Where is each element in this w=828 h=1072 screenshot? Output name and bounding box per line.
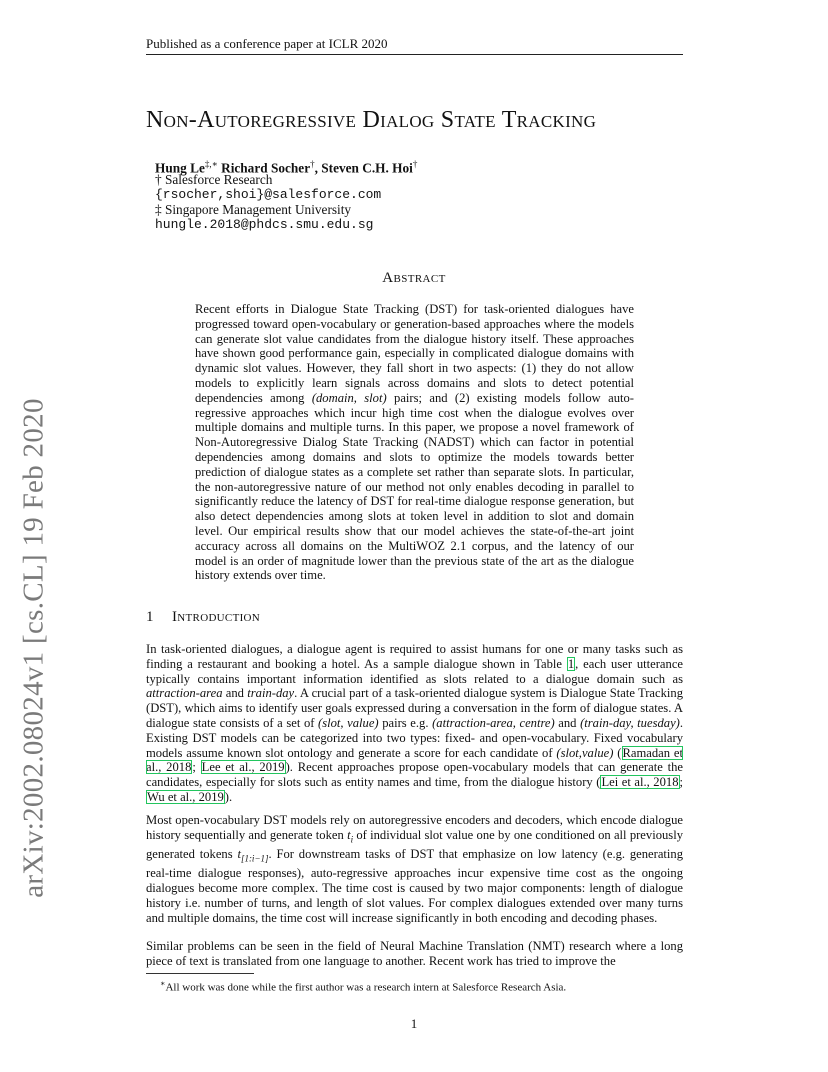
author-3: , Steven C.H. Hoi	[314, 160, 413, 176]
abstract-text-2: pairs; and (2) existing models follow auto-regressive approaches which incur high time cost when the dialogue evolves over multiple domains and multiple turns. In this paper, we propose a novel framework of Non-Autoregressive Dialog State Tracking (NADST) which can factor in potential dependencies among domains and slots to optimize the models towards better prediction of dialogue states as a complete set rather than separate slots. In particular, the non-autoregressive nature of our method not only enables decoding in parallel to significantly reduce the latency of DST for real-time dialogue response generation, but also detect dependencies among slots at token level in addition to slot and domain level. Our empirical results show that our model achieves the state-of-the-art joint accuracy across all domains on the MultiWOZ 2.1 corpus, and the latency of our model is an order of magnitude lower than the previous state of the art as the dialogue history extends over time.	[195, 390, 634, 583]
author-1-marks: ‡,∗	[204, 159, 218, 169]
p1-emphasis: (attraction-area, centre)	[432, 715, 555, 730]
page-number: 1	[410, 1016, 418, 1031]
email-1: {rsocher,shoi}@salesforce.com	[155, 187, 382, 202]
section-number: 1	[146, 609, 154, 625]
p1-text: ;	[192, 760, 201, 775]
affiliation-2: ‡ Singapore Management University	[155, 202, 352, 217]
p1-text: . Existing DST models can be categorized into two types: fixed- and open-vocabulary. Fixed vocabulary models assume known slot ontology and generate a score for each candidate of	[146, 715, 684, 760]
paper-title: Non-Autoregressive Dialog State Tracking	[146, 107, 597, 133]
author-1: Hung Le	[155, 160, 205, 176]
abstract-text-1: Recent efforts in Dialogue State Tracking (DST) for task-oriented dialogues have progressed toward open-vocabulary or generation-based approaches where the models can generate slot value candidates from the dialogue history itself. These approaches have shown good performance gain, especially in complicated dialogue domains with dynamic slot values. However, they fall short in two aspects: (1) they do not allow models to explicitly learn signals across domains and slots to detect potential dependencies among	[195, 302, 634, 405]
p1-emphasis: train-day	[247, 686, 295, 701]
p1-emphasis: (slot,value)	[556, 745, 614, 760]
math-token: t	[347, 827, 351, 842]
footnote	[160, 977, 680, 995]
p1-text	[613, 746, 617, 760]
abstract-emphasis: (domain, slot)	[311, 390, 387, 405]
citation-link[interactable]: Wu et al., 2019	[147, 789, 224, 804]
author-block	[155, 157, 675, 232]
intro-paragraph-3: Similar problems can be seen in the field of Neural Machine Translation (NMT) research where a long piece of text is translated from one language to another. Recent work has tried to improve the	[146, 939, 683, 968]
p1-text: In task-oriented dialogues, a dialogue agent is required to assist humans for one or many tasks such as finding a restaurant and booking a hotel. As a sample dialogue shown in Table	[146, 642, 683, 671]
email-2: hungle.2018@phdcs.smu.edu.sg	[155, 217, 374, 232]
running-header: Published as a conference paper at ICLR 2020	[146, 36, 388, 51]
math-token: t	[237, 847, 241, 862]
math-subscript: [1:i−1]	[240, 853, 269, 864]
p1-text: , each user utterance typically contains important information identified as slots related to a dialogue domain such as	[146, 656, 683, 686]
p1-text: pairs e.g.	[378, 715, 433, 730]
table-ref-link[interactable]: 1	[567, 656, 575, 671]
footnote-text: All work was done while the first author was a research intern at Salesforce Research Asia.	[165, 981, 567, 994]
author-2-mark: †	[310, 159, 315, 169]
intro-paragraph-2	[146, 813, 683, 926]
abstract-body	[195, 302, 634, 583]
arxiv-stamp-text: arXiv:2002.08024v1 [cs.CL] 19 Feb 2020	[17, 398, 50, 898]
p2-text: of individual slot value one by one conditioned on all previously generated tokens	[146, 827, 683, 862]
citation-link[interactable]: Lee et al., 2019	[201, 760, 285, 775]
citation-link[interactable]: Lei et al., 2018	[601, 775, 679, 790]
footnote-rule	[146, 973, 254, 974]
p1-text: ). Recent approaches propose open-vocabulary models that can generate the candidates, especially for slots such as entity names and time, from the dialogue history (	[146, 760, 683, 790]
p1-text: ;	[679, 775, 683, 790]
p1-emphasis: attraction-area	[146, 686, 223, 701]
p1-text: ).	[224, 789, 233, 804]
p1-emphasis: (train-day, tuesday)	[580, 715, 680, 730]
p1-text: and	[222, 686, 248, 701]
author-names	[155, 157, 675, 176]
affiliation-1: † Salesforce Research	[155, 172, 273, 187]
intro-paragraph-1: In task-oriented dialogues, a dialogue agent is required to assist humans for one or many tasks such as finding a restaurant and booking a hotel. As a sample dialogue shown in Table 1, each user utterance typically contains important information identified as slots related to a dialogue domain such as attraction-area and train-day. A crucial part of a task-oriented dialogue system is Dialogue State Tracking (DST), which aims to identify user goals expressed during a conversation in the form of dialogue states. A dialogue state consists of a set of (slot, value) pairs e.g. (attraction-area, centre) and (train-day, tuesday). Existing DST models can be categorized into two types: fixed- and open-vocabulary. Fixed vocabulary models assume known slot ontology and generate a score for each candidate of (slot,value) (Ramadan et al., 2018; Lee et al., 2019). Recent approaches propose open-vocabulary models that can generate the candidates, especially for slots such as entity names and time, from the dialogue history (Lei et al., 2018; Wu et al., 2019).	[146, 642, 684, 804]
author-2: Richard Socher	[217, 160, 311, 176]
abstract-heading: Abstract	[382, 270, 446, 286]
footnote-mark: ∗	[160, 979, 166, 988]
p2-text: Most open-vocabulary DST models rely on autoregressive encoders and decoders, which encode dialogue history sequentially and generate token	[146, 813, 683, 842]
p1-emphasis: (slot, value)	[318, 715, 379, 730]
author-3-mark: †	[412, 159, 418, 169]
p1-text: . A crucial part of a task-oriented dialogue system is Dialogue State Tracking (DST), which aims to identify user goals expressed during a conversation in the form of dialogue states. A dialogue state consists of a set of	[146, 686, 683, 730]
p2-text: . For downstream tasks of DST that emphasize on low latency (e.g. generating real-time dialogue responses), auto-regressive approaches incur expensive time cost as the ongoing dialogues become more complex. The time cost is caused by two major components: length of dialogue history i.e. number of turns, and length of slot values. For complex dialogues extended over many turns and multiple domains, the time cost will increase significantly in both encoding and decoding phases.	[146, 847, 684, 925]
citation-link[interactable]: Ramadan et al., 2018	[146, 745, 684, 775]
section-heading	[146, 609, 683, 626]
math-subscript: i	[350, 834, 354, 845]
p1-text: and	[554, 715, 581, 730]
header-rule	[146, 54, 683, 55]
section-title: Introduction	[172, 609, 261, 625]
